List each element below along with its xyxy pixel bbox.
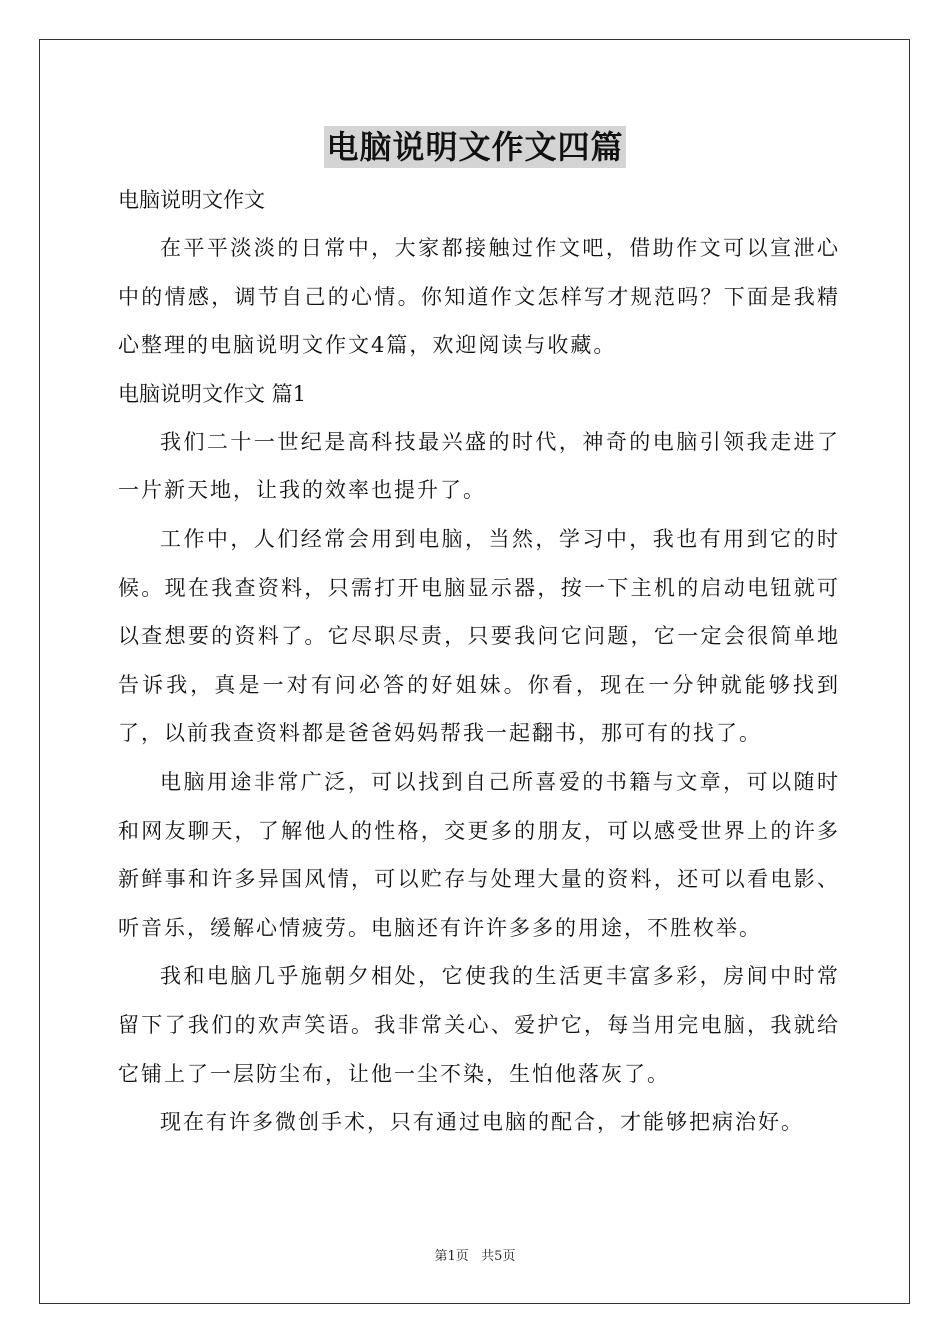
paragraph: 工作中，人们经常会用到电脑，当然，学习中，我也有用到它的时候。现在我查资料，只需打开电脑显示器，按一下主机的启动电钮就可以查想要的资料了。它尽职尽责，只要我问它问题，它一定会很简单地告诉我，真是一对有问必答的好姐妹。你看，现在一分钟就能够找到了，以前我查资料都是爸爸妈妈帮我一起翻书，那可有的找了。: [118, 526, 840, 746]
section-heading: 电脑说明文作文: [118, 188, 265, 212]
paragraph: 我和电脑几乎施朝夕相处，它使我的生活更丰富多彩，房间中时常留下了我们的欢声笑语。我非常关心、爱护它，每当用完电脑，我就给它铺上了一层防尘布，让他一尘不染，生怕他落灰了。: [118, 964, 840, 1086]
paragraph: 在平平淡淡的日常中，大家都接触过作文吧，借助作文可以宣泄心中的情感，调节自己的心情。你知道作文怎样写才规范吗？下面是我精心整理的电脑说明文作文4篇，欢迎阅读与收藏。: [118, 236, 840, 358]
document-body: [118, 176, 840, 1147]
paragraph: 我们二十一世纪是高科技最兴盛的时代，神奇的电脑引领我走进了一片新天地，让我的效率也提升了。: [118, 429, 840, 503]
document-title-text: 电脑说明文作文四篇: [326, 128, 624, 166]
section-heading: 电脑说明文作文 篇1: [118, 381, 307, 406]
document-title: [0, 126, 950, 168]
page-footer: 第1页 共5页: [434, 1249, 516, 1264]
paragraph: 现在有许多微创手术，只有通过电脑的配合，才能够把病治好。: [160, 1110, 804, 1135]
paragraph: 电脑用途非常广泛，可以找到自己所喜爱的书籍与文章，可以随时和网友聊天，了解他人的性格，交更多的朋友，可以感受世界上的许多新鲜事和许多异国风情，可以贮存与处理大量的资料，还可以看电影、听音乐，缓解心情疲劳。电脑还有许许多多的用途，不胜枚举。: [118, 769, 840, 940]
